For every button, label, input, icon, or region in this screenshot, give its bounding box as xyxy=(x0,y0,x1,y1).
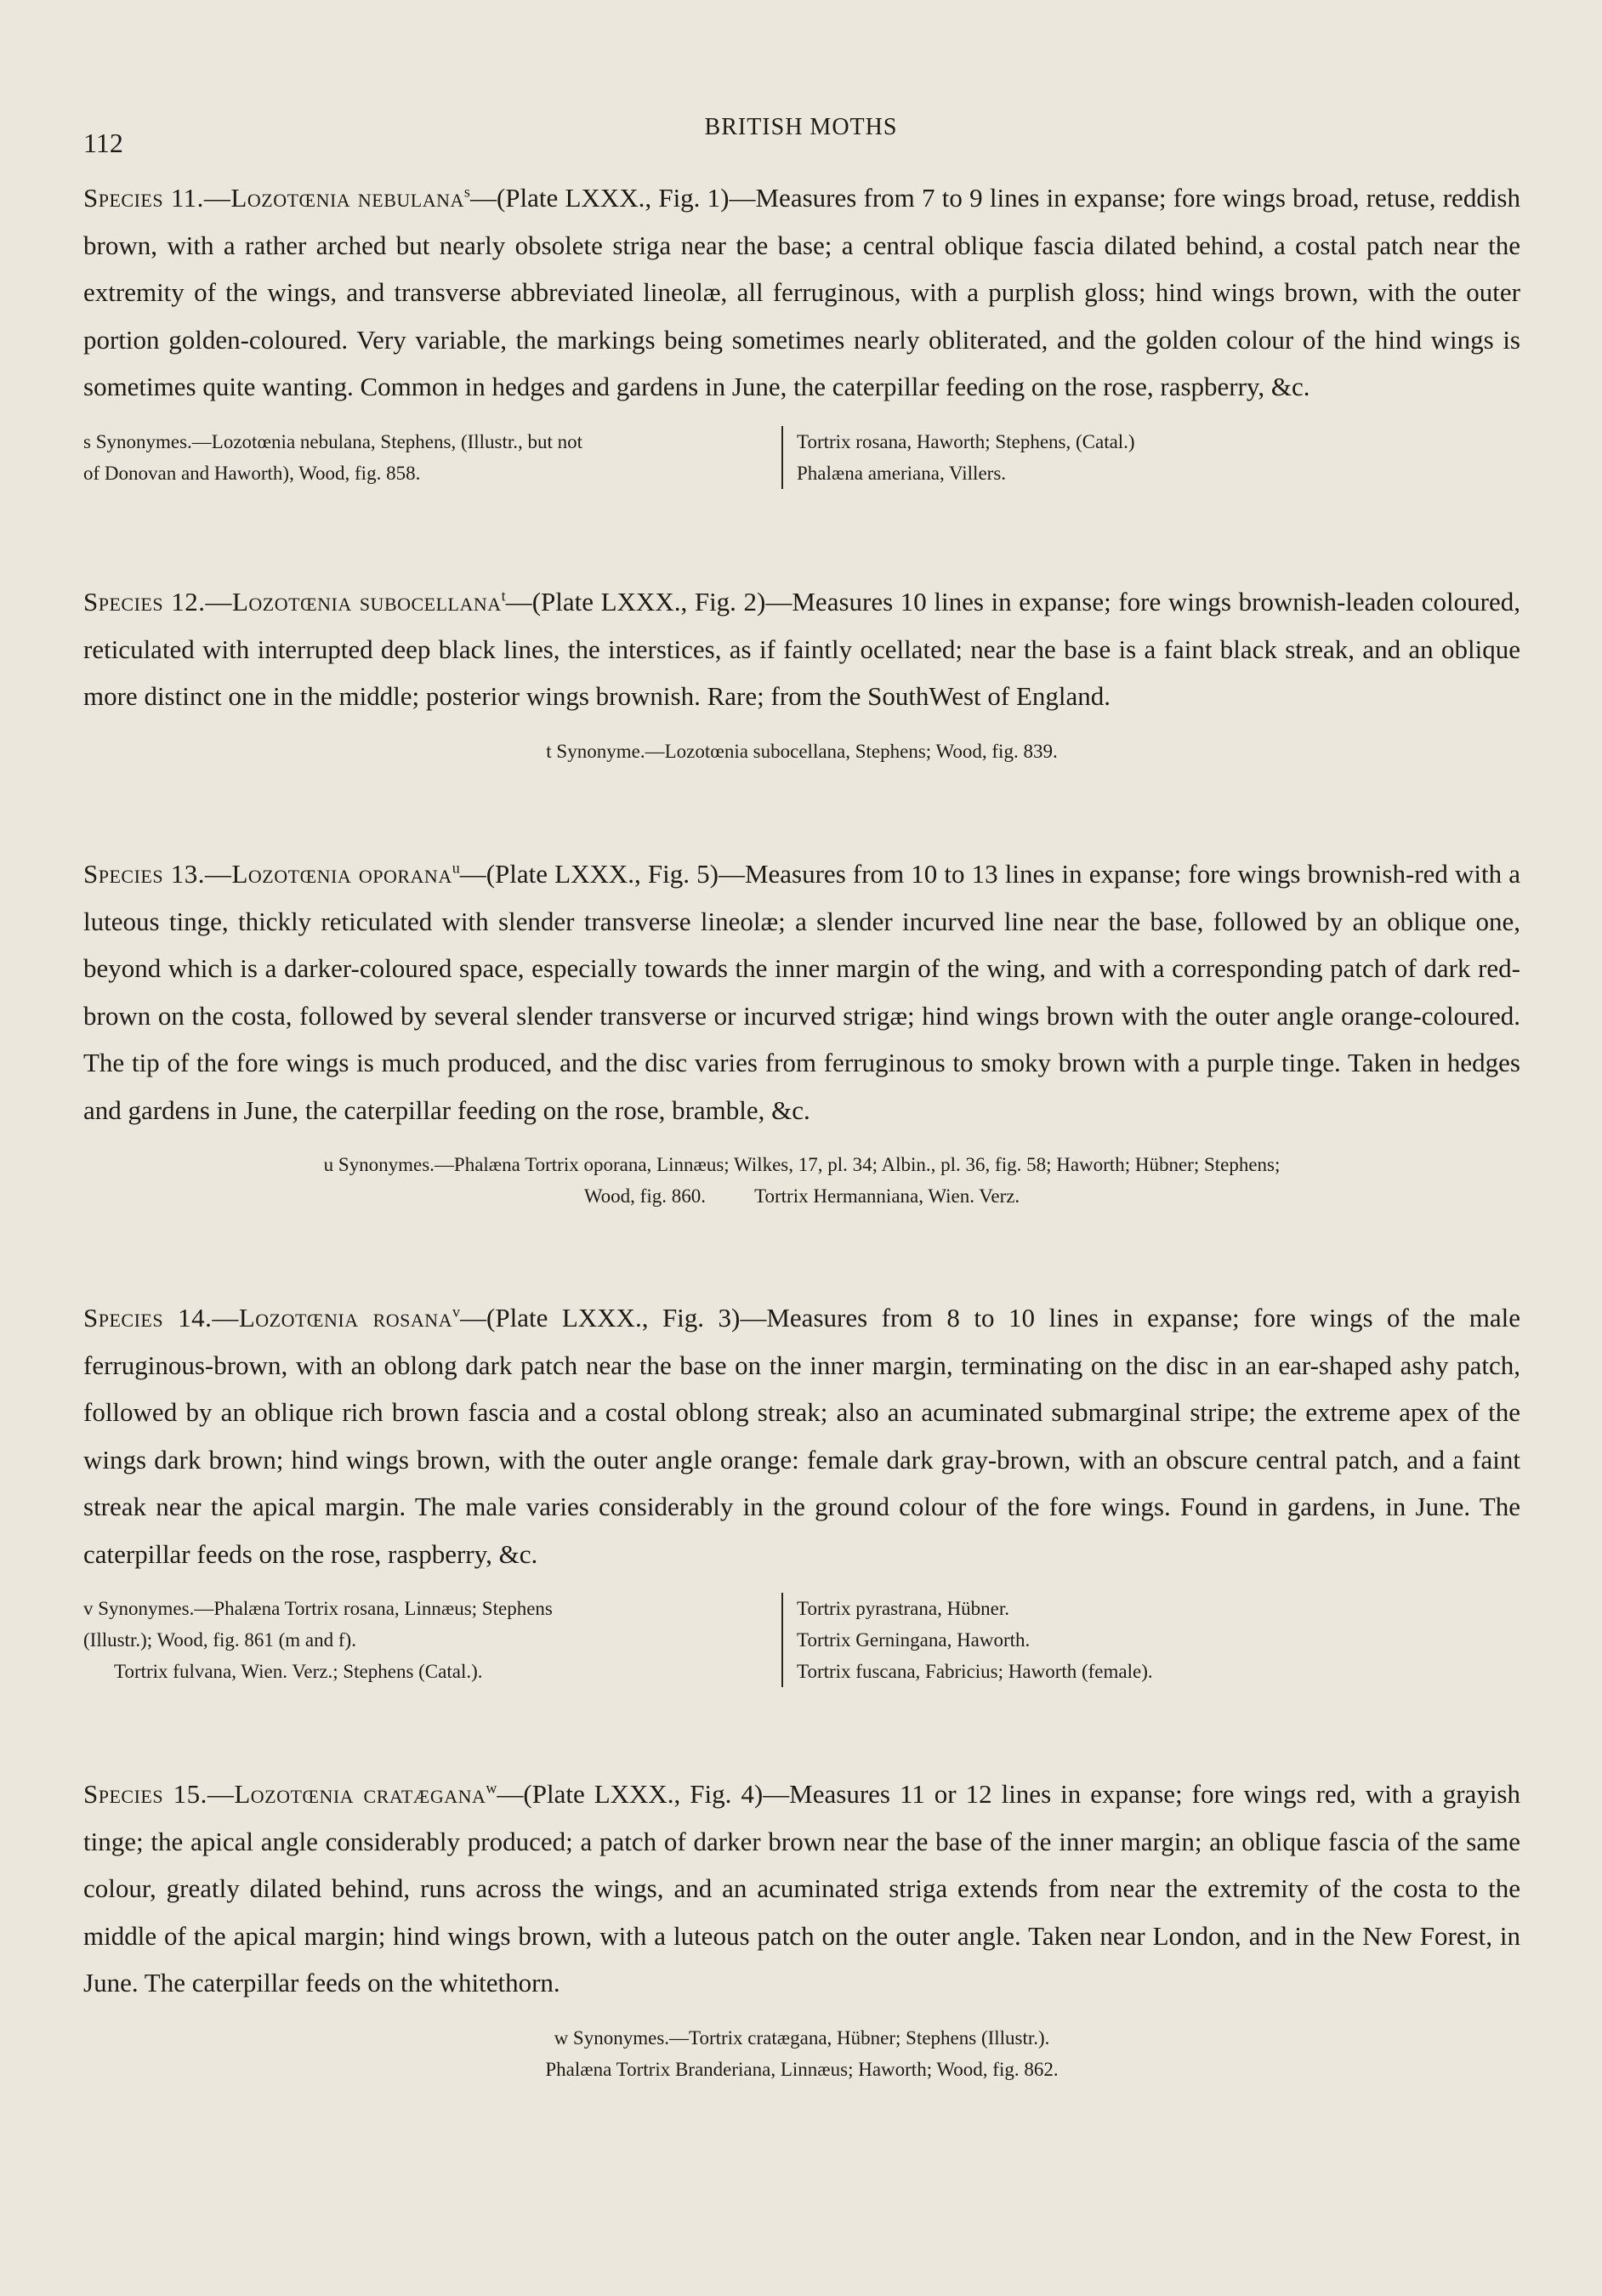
species-description: —(Plate LXXX., Fig. 3)—Measures from 8 to 10 lines in expanse; fore wings of the male ferruginous-brown, with an oblong dark patch near the base on the inner margin, terminating on the disc in an ear-shaped ashy patch, followed by an oblique rich brown fascia and a costal oblong streak; also an acuminated submarginal stripe; the extreme apex of the wings dark brown; hind wings brown, with the outer angle orange: female dark gray-brown, with an obscure central patch, and a faint streak near the apical margin. The male varies considerably in the ground colour of the fore wings. Found in gardens, in June. The caterpillar feeds on the rose, raspberry, &c. xyxy=(83,1303,1520,1569)
synonyms-left-column xyxy=(83,1593,781,1687)
synonym-line: Tortrix fuscana, Fabricius; Haworth (female). xyxy=(797,1661,1153,1682)
species-entry-11 xyxy=(83,174,1520,489)
synonym-line: Tortrix fulvana, Wien. Verz.; Stephens (Catal.). xyxy=(114,1661,483,1682)
synonym-line: u Synonymes.—Phalæna Tortrix oporana, Linnæus; Wilkes, 17, pl. 34; Albin., pl. 36, fig. 58; Haworth; Hübner; Stephens; xyxy=(323,1154,1281,1175)
synonym-line: Phalæna ameriana, Villers. xyxy=(797,462,1007,484)
synonym-line: Tortrix pyrastrana, Hübner. xyxy=(797,1598,1010,1619)
synonym-line: t Synonyme.—Lozotœnia subocellana, Stephens; Wood, fig. 839. xyxy=(546,740,1058,762)
species-entry-14 xyxy=(83,1294,1520,1687)
species-heading: Species 14.—Lozotœnia rosana xyxy=(83,1303,453,1333)
species-heading: Species 12.—Lozotœnia subocellana xyxy=(83,587,502,617)
synonyms-right-column xyxy=(781,426,1135,489)
species-paragraph xyxy=(83,1770,1520,2007)
synonyms-footnote xyxy=(83,2022,1520,2085)
species-entry-12 xyxy=(83,578,1520,767)
species-paragraph xyxy=(83,578,1520,720)
running-title: BRITISH MOTHS xyxy=(704,114,898,140)
synonym-line: Tortrix Gerningana, Haworth. xyxy=(797,1629,1031,1651)
species-paragraph xyxy=(83,850,1520,1134)
species-heading: Species 15.—Lozotœnia cratægana xyxy=(83,1779,486,1809)
synonyms-footnote xyxy=(83,736,1520,767)
synonyms-right-column xyxy=(781,1593,1153,1687)
synonym-line: s Synonymes.—Lozotœnia nebulana, Stephens, (Illustr., but not xyxy=(83,430,583,452)
species-description: —(Plate LXXX., Fig. 5)—Measures from 10 to 13 lines in expanse; fore wings brownish-red with a luteous tinge, thickly reticulated with slender transverse lineolæ; a slender incurved line near the base, followed by an oblique one, beyond which is a darker-coloured space, especially towards the inner margin of the wing, and with a corresponding patch of dark red-brown on the costa, followed by several slender transverse or incurved strigæ; hind wings brown with the outer angle orange-coloured. The tip of the fore wings is much produced, and the disc varies from ferruginous to smoky brown with a purple tinge. Taken in hedges and gardens in June, the caterpillar feeding on the rose, bramble, &c. xyxy=(83,859,1521,1125)
species-entry-15 xyxy=(83,1770,1520,2085)
species-description: —(Plate LXXX., Fig. 1)—Measures from 7 to 9 lines in expanse; fore wings broad, retuse, reddish brown, with a rather arched but nearly obsolete striga near the base; a central oblique fascia dilated behind, a costal patch near the extremity of the wings, and transverse abbreviated lineolæ, all ferruginous, with a purplish gloss; hind wings brown, with the outer portion golden-coloured. Very variable, the markings being sometimes nearly obliterated, and the golden colour of the hind wings is sometimes quite wanting. Common in hedges and gardens in June, the caterpillar feeding on the rose, raspberry, &c. xyxy=(83,183,1520,401)
footnote-mark: w xyxy=(486,1779,497,1797)
synonyms-footnote xyxy=(83,426,1520,489)
footnote-mark: s xyxy=(463,183,470,201)
footnote-mark: v xyxy=(452,1303,461,1321)
synonyms-footnote xyxy=(83,1593,1520,1687)
species-paragraph xyxy=(83,1294,1520,1577)
species-paragraph xyxy=(83,174,1520,411)
synonym-line: Tortrix rosana, Haworth; Stephens, (Catal.) xyxy=(797,430,1135,452)
synonym-line: w Synonymes.—Tortrix cratægana, Hübner; Stephens (Illustr.). xyxy=(554,2026,1050,2049)
species-description: —(Plate LXXX., Fig. 2)—Measures 10 lines in expanse; fore wings brownish-leaden coloured, reticulated with interrupted deep black lines, the interstices, as if faintly ocellated; near the base is a faint black streak, and an oblique more distinct one in the middle; posterior wings brownish. Rare; from the SouthWest of England. xyxy=(83,587,1520,711)
footnote-mark: u xyxy=(452,859,460,877)
synonym-line: (Illustr.); Wood, fig. 861 (m and f). xyxy=(83,1629,356,1651)
synonym-line: v Synonymes.—Phalæna Tortrix rosana, Linnæus; Stephens xyxy=(83,1598,553,1619)
synonym-line: of Donovan and Haworth), Wood, fig. 858. xyxy=(83,462,421,484)
synonym-line: Wood, fig. 860. Tortrix Hermanniana, Wien. Verz. xyxy=(583,1185,1020,1207)
synonyms-left-column xyxy=(83,426,781,489)
species-description: —(Plate LXXX., Fig. 4)—Measures 11 or 12 lines in expanse; fore wings red, with a grayish tinge; the apical angle considerably produced; a patch of darker brown near the base of the inner margin; an oblique fascia of the same colour, greatly dilated behind, runs across the wings, and an acuminated striga extends from near the extremity of the costa to the middle of the apical margin; hind wings brown, with a luteous patch on the outer angle. Taken near London, and in the New Forest, in June. The caterpillar feeds on the whitethorn. xyxy=(83,1779,1520,1998)
species-entry-13 xyxy=(83,850,1520,1212)
species-heading: Species 13.—Lozotœnia oporana xyxy=(83,859,452,889)
footnote-mark: t xyxy=(501,587,506,605)
synonym-line: Phalæna Tortrix Branderiana, Linnæus; Haworth; Wood, fig. 862. xyxy=(545,2058,1059,2080)
synonyms-footnote xyxy=(83,1149,1520,1212)
species-heading: Species 11.—Lozotœnia nebulana xyxy=(83,183,464,213)
page-number: 112 xyxy=(83,128,123,158)
